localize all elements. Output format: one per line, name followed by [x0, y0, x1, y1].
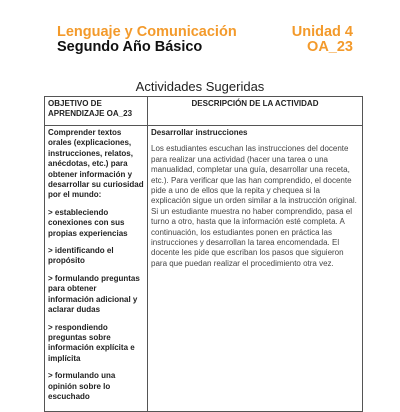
objective-item: > formulando preguntas para obtener información adicional y aclarar dudas	[48, 273, 140, 315]
table-row	[45, 126, 363, 412]
description-column-header: DESCRIPCIÓN DE LA ACTIVIDAD	[148, 97, 363, 126]
unit-label: Unidad 4	[291, 24, 353, 40]
objective-column-header: OBJETIVO DE APRENDIZAJE OA_23	[45, 97, 148, 126]
objective-item: > identificando el propósito	[48, 246, 114, 266]
table-header-row	[45, 97, 363, 126]
objective-item: > respondiendo preguntas sobre información explícita e implícita	[48, 322, 135, 363]
subject-title: Lenguaje y Comunicación	[57, 24, 237, 40]
activity-title: Desarrollar instrucciones	[151, 128, 248, 137]
objective-code: OA_23	[307, 39, 353, 55]
section-title: Actividades Sugeridas	[135, 79, 265, 94]
objective-intro: Comprender textos orales (explicaciones, instrucciones, relatos, anécdotas, etc.) para obtener información y desarrollar su curiosidad por el mundo:	[48, 128, 144, 200]
objective-item: > estableciendo conexiones con sus propias experiencias	[48, 207, 128, 238]
objective-item: > formulando una opinión sobre lo escuchado	[48, 371, 116, 401]
activity-body: Los estudiantes escuchan las instrucciones del docente para realizar una actividad (hacer una tarea o una manualidad, completar una guía, desarrollar una receta, etc.). Para verificar que las han comprendido, el docente pide a uno de ellos que la repita y chequea si la explicación sigue un orden similar a la instrucción original. Si un estudiante muestra no haber comprendido, pasa el turno a otro, hasta que la información esté completa. A continuación, los estudiantes ponen en práctica las instrucciones y desarrollan la tarea encomendada. El docente les pide que escriban los pasos que siguieron para que puedan realizar el procedimiento otra vez.	[151, 144, 357, 268]
activity-cell	[148, 126, 363, 412]
objective-cell	[45, 126, 148, 412]
activity-table	[44, 96, 363, 412]
grade-subtitle: Segundo Año Básico	[57, 39, 203, 55]
